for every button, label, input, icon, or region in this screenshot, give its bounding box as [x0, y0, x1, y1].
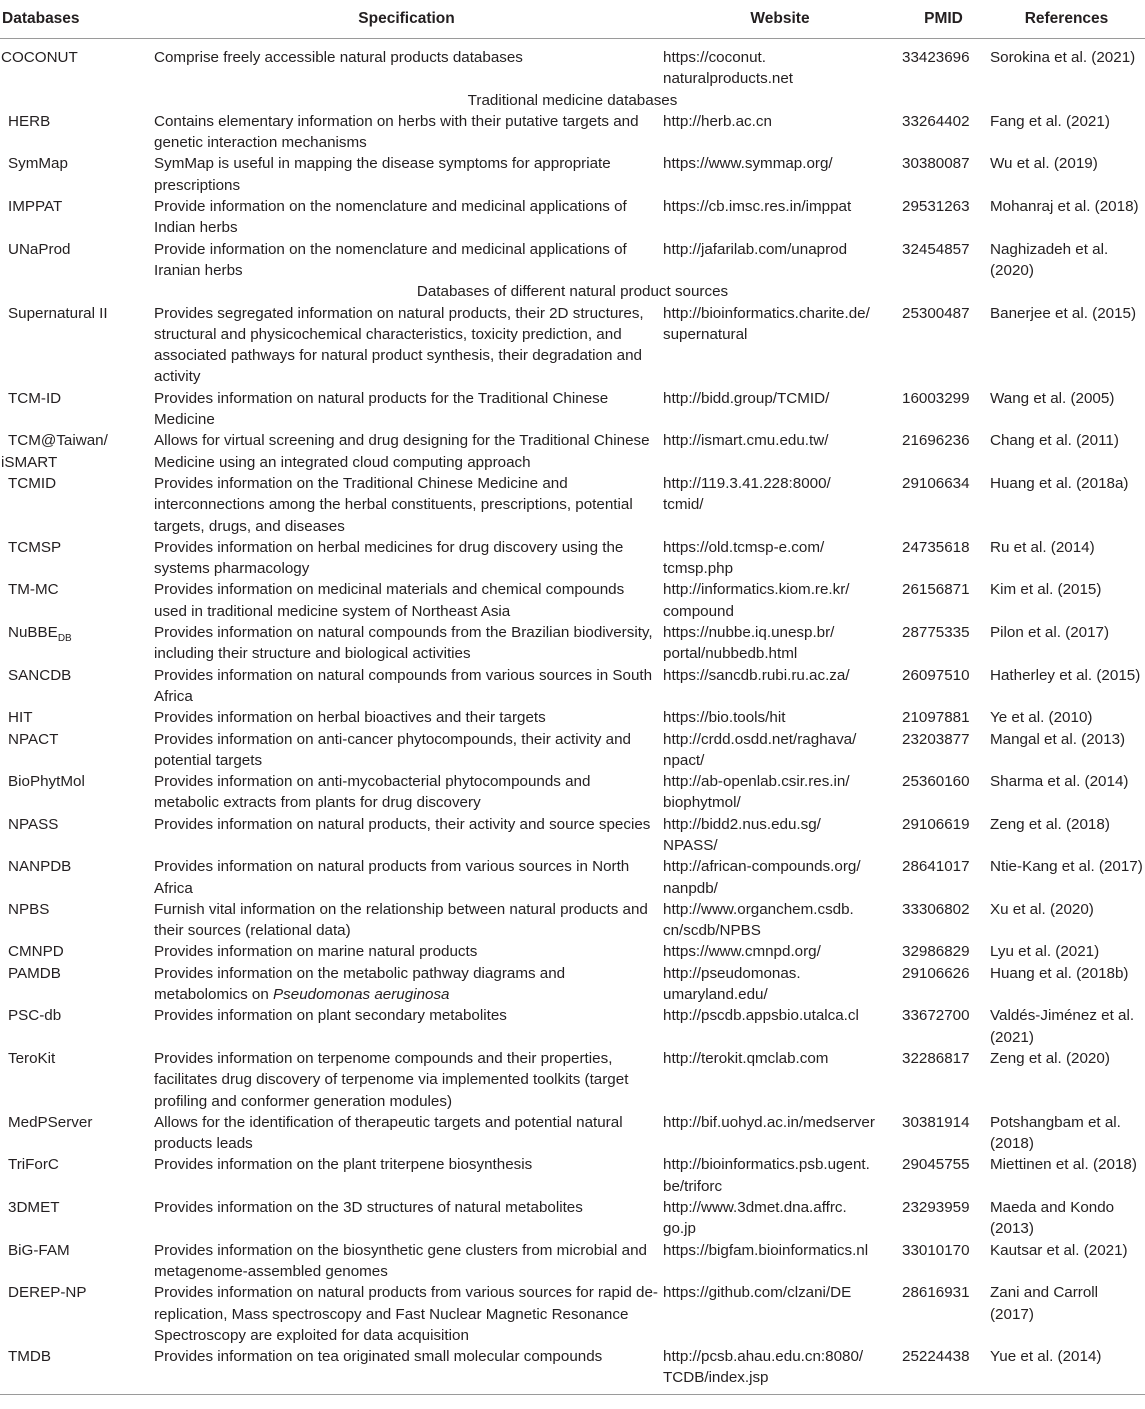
website-line: cn/scdb/NPBS [663, 922, 761, 940]
website-line: http://www.organchem.csdb. [663, 900, 854, 918]
database-name [0, 622, 152, 665]
website-link[interactable]: http://jafarilab.com/unaprod [663, 240, 848, 258]
database-name: COCONUT [1, 49, 78, 66]
reference: Kautsar et al. (2021) [990, 1241, 1128, 1259]
specification [152, 963, 661, 1006]
pmid: 32454857 [902, 240, 970, 258]
specification: Provides information on plant secondary metabolites [154, 1007, 507, 1025]
pmid: 33423696 [902, 49, 970, 66]
specification: Provides information on marine natural products [154, 943, 478, 961]
reference: Huang et al. (2018b) [990, 964, 1129, 982]
pmid: 21097881 [902, 709, 970, 727]
database-name: NPBS [8, 900, 50, 918]
table-row [0, 899, 1145, 942]
reference: Naghizadeh et al. (2020) [990, 240, 1109, 279]
table-row [0, 111, 1145, 154]
website-line: biophytmol/ [663, 794, 741, 812]
website-line: http://www.3dmet.dna.affrc. [663, 1199, 847, 1217]
table-row [0, 1240, 1145, 1283]
reference-line: (2018) [990, 1135, 1034, 1153]
database-name-main: NuBBE [8, 624, 58, 642]
pmid: 23293959 [902, 1199, 970, 1217]
pmid: 21696236 [902, 432, 970, 450]
reference: Chang et al. (2011) [990, 432, 1119, 450]
database-name: PSC-db [8, 1007, 62, 1025]
specification: Provides information on the Traditional Chinese Medicine and interconnections among the herbal constituents, prescriptions, potential targets, drugs, and diseases [154, 474, 633, 535]
reference: Wu et al. (2019) [990, 155, 1098, 173]
reference: Xu et al. (2020) [990, 900, 1094, 918]
website-link[interactable] [661, 39, 899, 90]
database-name: BiG-FAM [8, 1241, 70, 1259]
database-name: TM-MC [8, 581, 59, 599]
website-line: https://old.tcmsp-e.com/ [663, 538, 825, 556]
pmid: 29106619 [902, 815, 970, 833]
pmid: 29045755 [902, 1156, 970, 1174]
database-name-line: iSMART [1, 453, 58, 471]
reference: Banerjee et al. (2015) [990, 304, 1137, 322]
table-row [0, 1282, 1145, 1346]
reference-line: Potshangbam et al. [990, 1113, 1121, 1131]
table-row [0, 963, 1145, 1006]
specification: Provides information on natural compounds from the Brazilian biodiversity, including their structure and biological activities [154, 624, 653, 663]
website-link[interactable] [661, 899, 899, 942]
reference: Ntie-Kang et al. (2017) [990, 858, 1143, 876]
website-line: https://nubbe.iq.unesp.br/ [663, 624, 835, 642]
database-name: TCM-ID [8, 389, 62, 407]
specification: Provide information on the nomenclature and medicinal applications of Indian herbs [154, 198, 627, 237]
table-row [0, 537, 1145, 580]
reference-line: Valdés-Jiménez et al. [990, 1007, 1135, 1025]
database-name: NPASS [8, 815, 59, 833]
website-link[interactable]: http://ismart.cmu.edu.tw/ [663, 432, 829, 450]
reference: Sharma et al. (2014) [990, 773, 1129, 791]
reference: Yue et al. (2014) [988, 1346, 1145, 1394]
website-line: https://coconut. [663, 49, 766, 66]
database-name: HIT [8, 709, 33, 727]
pmid: 32286817 [902, 1049, 970, 1067]
database-name [0, 430, 152, 473]
pmid: 26097510 [902, 666, 970, 684]
website-line: http://bidd2.nus.edu.sg/ [663, 815, 821, 833]
reference: Mohanraj et al. (2018) [990, 198, 1139, 216]
website-line: TCDB/index.jsp [663, 1369, 769, 1387]
table-row [0, 1112, 1145, 1155]
website-link[interactable]: http://pscdb.appsbio.utalca.cl [663, 1007, 859, 1025]
pmid: 26156871 [902, 581, 970, 599]
website-line: naturalproducts.net [663, 70, 794, 88]
website-link[interactable]: https://sancdb.rubi.ru.ac.za/ [663, 666, 850, 684]
pmid: 29106634 [902, 474, 970, 492]
website-link[interactable] [661, 1346, 899, 1394]
table-row [0, 388, 1145, 431]
website-line: tcmsp.php [663, 560, 734, 578]
website-link[interactable] [661, 856, 899, 899]
website-link[interactable]: http://terokit.qmclab.com [663, 1049, 829, 1067]
header-pmid: PMID [899, 0, 988, 39]
specification: Provides information on herbal medicines for drug discovery using the systems pharmacology [154, 538, 624, 578]
header-databases: Databases [0, 0, 152, 39]
table-row [0, 771, 1145, 814]
specification-line: Provides information on the metabolic pathway diagrams and [154, 964, 566, 982]
section-heading-row [0, 281, 1145, 302]
database-name: TriForC [8, 1156, 59, 1174]
website-line: http://pcsb.ahau.edu.cn:8080/ [663, 1348, 864, 1366]
reference: Fang et al. (2021) [990, 112, 1110, 130]
specification: Provides information on the biosynthetic gene clusters from microbial and metagenome-assembled genomes [154, 1241, 647, 1280]
pmid: 28616931 [902, 1284, 970, 1302]
database-name: BioPhytMol [8, 773, 85, 791]
table-row [0, 579, 1145, 622]
website-link[interactable] [661, 473, 899, 537]
specification: Provides information on anti-cancer phytocompounds, their activity and potential targets [154, 730, 631, 769]
website-link[interactable] [661, 771, 899, 814]
reference [988, 1112, 1145, 1155]
table-row [0, 622, 1145, 665]
reference: Zeng et al. (2018) [990, 815, 1110, 833]
database-name: TCMID [8, 474, 57, 492]
specification: Provides information on tea originated small molecular compounds [152, 1346, 661, 1394]
website-line: http://informatics.kiom.re.kr/ [663, 581, 850, 599]
website-link[interactable] [661, 814, 899, 857]
pmid: 33672700 [902, 1007, 970, 1025]
specification: Furnish vital information on the relationship between natural products and their sources (relational data) [154, 900, 648, 940]
website-link[interactable]: https://www.cmnpd.org/ [663, 943, 821, 961]
website-link[interactable] [661, 622, 899, 665]
table-row [0, 473, 1145, 537]
pmid: 28641017 [902, 858, 970, 876]
website-line: http://african-compounds.org/ [663, 858, 861, 876]
section-heading: Databases of different natural product sources [416, 283, 729, 301]
specification: Provide information on the nomenclature and medicinal applications of Iranian herbs [154, 240, 627, 279]
reference: Pilon et al. (2017) [990, 624, 1110, 642]
reference: Wang et al. (2005) [990, 389, 1115, 407]
table-row [0, 39, 1145, 90]
website-line: tcmid/ [663, 496, 704, 514]
pmid: 29531263 [902, 198, 970, 216]
table-row [0, 1048, 1145, 1112]
pmid: 24735618 [902, 538, 970, 556]
section-heading-row [0, 90, 1145, 111]
pmid: 25300487 [902, 304, 970, 322]
website-link[interactable]: https://bigfam.bioinformatics.nl [663, 1241, 869, 1259]
reference: Kim et al. (2015) [990, 581, 1102, 599]
pmid: 23203877 [902, 730, 970, 748]
reference: Huang et al. (2018a) [990, 474, 1129, 492]
database-name: 3DMET [8, 1199, 60, 1217]
specification: Provides information on terpenome compounds and their properties, facilitates drug discovery of terpenome via implemented toolkits (target profiling and conformer generation modules) [154, 1049, 629, 1110]
reference: Zeng et al. (2020) [990, 1049, 1110, 1067]
specification: Provides information on natural compounds from various sources in South Africa [154, 666, 653, 705]
table-row [0, 729, 1145, 772]
header-specification: Specification [152, 0, 661, 39]
website-line: http://crdd.osdd.net/raghava/ [663, 730, 857, 748]
section-heading: Traditional medicine databases [467, 91, 678, 109]
website-link[interactable] [661, 303, 899, 388]
pmid: 33264402 [902, 112, 970, 130]
table-row [0, 941, 1145, 962]
website-link[interactable] [661, 1154, 899, 1197]
website-line: http://ab-openlab.csir.res.in/ [663, 773, 850, 791]
website-line: NPASS/ [663, 836, 718, 854]
database-name: MedPServer [8, 1113, 93, 1131]
table-row [0, 665, 1145, 708]
database-name-line: TCM@Taiwan/ [8, 432, 108, 450]
database-name: UNaProd [8, 240, 71, 258]
table-row [0, 1154, 1145, 1197]
website-line: compound [663, 602, 734, 620]
specification: Contains elementary information on herbs with their putative targets and genetic interaction mechanisms [154, 112, 639, 152]
table-row [0, 1197, 1145, 1240]
database-name: SymMap [8, 155, 68, 173]
pmid: 33010170 [902, 1241, 970, 1259]
website-link[interactable]: http://bif.uohyd.ac.in/medserver [663, 1113, 875, 1131]
database-name: NPACT [8, 730, 59, 748]
specification: SymMap is useful in mapping the disease symptoms for appropriate prescriptions [154, 155, 611, 194]
specification: Provides information on natural products from various sources for rapid de-replication, Mass spectroscopy and Fast Nuclear Magnetic Resonance Spectroscopy are exploited for data acquisition [154, 1284, 658, 1344]
specification: Provides information on the 3D structures of natural metabolites [154, 1199, 583, 1217]
pmid: 30380087 [902, 155, 970, 173]
website-link[interactable]: http://herb.ac.cn [663, 112, 772, 130]
specification: Provides information on natural products, their activity and source species [154, 815, 651, 833]
specification: Provides information on the plant triterpene biosynthesis [154, 1156, 533, 1174]
pmid: 16003299 [902, 389, 970, 407]
table-row [0, 707, 1145, 728]
header-references: References [988, 0, 1145, 39]
pmid: 28775335 [902, 624, 970, 642]
pmid: 29106626 [902, 964, 970, 982]
database-name: NANPDB [8, 858, 72, 876]
table-row [0, 856, 1145, 899]
specification: Provides information on medicinal materials and chemical compounds used in traditional medicine system of Northeast Asia [154, 581, 625, 620]
reference: Miettinen et al. (2018) [990, 1156, 1137, 1174]
pmid: 33306802 [902, 900, 970, 918]
specification-line: metabolomics on [154, 986, 274, 1004]
specification: Provides information on herbal bioactives and their targets [154, 709, 546, 727]
database-name: HERB [8, 112, 51, 130]
database-name: TeroKit [8, 1049, 56, 1067]
reference-line: Maeda and Kondo [990, 1199, 1115, 1217]
specification: Provides information on natural products from various sources in North Africa [154, 858, 630, 897]
pmid: 25224438 [899, 1346, 988, 1394]
table-row [0, 196, 1145, 239]
website-link[interactable]: https://github.com/clzani/DE [663, 1284, 852, 1302]
specification: Provides information on anti-mycobacterial phytocompounds and metabolic extracts from plants for drug discovery [154, 773, 591, 812]
specification: Comprise freely accessible natural products databases [154, 49, 523, 66]
table-row [0, 1346, 1145, 1394]
reference-line: (2013) [990, 1220, 1034, 1238]
reference-line: (2021) [990, 1028, 1034, 1046]
table-row [0, 814, 1145, 857]
reference: Mangal et al. (2013) [990, 730, 1126, 748]
database-name: CMNPD [8, 943, 64, 961]
reference: Lyu et al. (2021) [990, 943, 1100, 961]
website-line: portal/nubbedb.html [663, 645, 798, 663]
table-row [0, 303, 1145, 388]
database-name: TMDB [0, 1346, 152, 1394]
pmid: 30381914 [902, 1113, 970, 1131]
database-name: IMPPAT [8, 198, 63, 216]
reference: Sorokina et al. (2021) [990, 49, 1136, 66]
website-line: http://bioinformatics.charite.de/ [663, 304, 870, 322]
table-row [0, 153, 1145, 196]
header-website: Website [661, 0, 899, 39]
database-name: PAMDB [8, 964, 61, 982]
specification: Provides information on natural products for the Traditional Chinese Medicine [154, 389, 609, 429]
website-line: supernatural [663, 325, 748, 343]
specification: Allows for the identification of therapeutic targets and potential natural products leads [154, 1113, 623, 1153]
database-name: TCMSP [8, 538, 62, 556]
reference [988, 1197, 1145, 1240]
table-row [0, 1005, 1145, 1048]
specification: Provides segregated information on natural products, their 2D structures, structural and physicochemical characteristics, toxicity prediction, and associated pathways for natural product synthesis, their degradation and activity [154, 304, 644, 386]
website-line: http://119.3.41.228:8000/ [663, 474, 831, 492]
website-line: be/triforc [663, 1177, 723, 1195]
website-link[interactable]: http://bidd.group/TCMID/ [663, 389, 830, 407]
table-header [0, 0, 1145, 39]
reference: Ru et al. (2014) [990, 538, 1095, 556]
database-name: DEREP-NP [8, 1284, 87, 1302]
website-line: go.jp [663, 1220, 696, 1238]
database-name: SANCDB [8, 666, 72, 684]
table-row [0, 239, 1145, 282]
website-line: npact/ [663, 751, 705, 769]
database-name: Supernatural II [8, 304, 108, 322]
specification: Allows for virtual screening and drug designing for the Traditional Chinese Medicine using an integrated cloud computing approach [154, 432, 650, 471]
website-link[interactable] [661, 537, 899, 580]
website-link[interactable] [661, 729, 899, 772]
website-link[interactable]: https://bio.tools/hit [663, 709, 786, 727]
website-line: http://bioinformatics.psb.ugent. [663, 1156, 870, 1174]
reference [988, 1005, 1145, 1048]
reference: Hatherley et al. (2015) [990, 666, 1141, 684]
website-link[interactable] [661, 963, 899, 1006]
pmid: 32986829 [902, 943, 970, 961]
website-line: nanpdb/ [663, 879, 718, 897]
database-name-subscript: DB [57, 633, 72, 645]
website-line: umaryland.edu/ [663, 986, 768, 1004]
species-name: Pseudomonas aeruginosa [273, 986, 450, 1004]
pmid: 25360160 [902, 773, 970, 791]
table-row [0, 430, 1145, 473]
website-link[interactable]: https://www.symmap.org/ [663, 155, 833, 173]
reference: Ye et al. (2010) [990, 709, 1093, 727]
website-link[interactable]: https://cb.imsc.res.in/imppat [663, 198, 852, 216]
website-link[interactable] [661, 579, 899, 622]
website-link[interactable] [661, 1197, 899, 1240]
reference: Zani and Carroll (2017) [990, 1284, 1099, 1323]
website-line: http://pseudomonas. [663, 964, 801, 982]
